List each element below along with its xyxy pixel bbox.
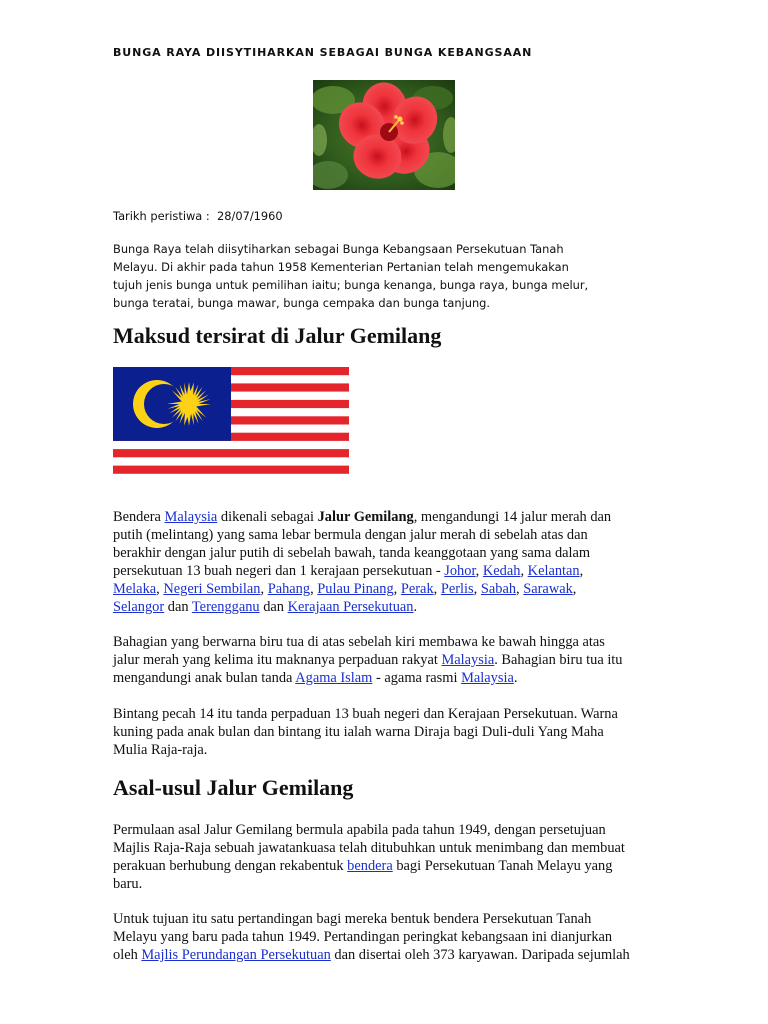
link-melaka[interactable]: Melaka	[113, 581, 157, 597]
hibiscus-photo	[313, 80, 455, 190]
text-run: .	[513, 670, 518, 686]
text-line: Bahagian yang berwarna biru tua di atas sebelah kiri membawa ke bawah hingga atas	[113, 634, 605, 650]
intro-line: bunga teratai, bunga mawar, bunga cempaka dan bunga tanjung.	[113, 296, 491, 310]
text-line: kuning pada anak bulan dan bintang itu ialah warna Diraja bagi Duli-duli Yang Maha	[113, 724, 604, 740]
link-bendera[interactable]: bendera	[347, 858, 393, 874]
intro-line: Melayu. Di akhir pada tahun 1958 Kementerian Pertanian telah mengemukakan	[113, 260, 569, 274]
text-run: dan	[263, 599, 284, 615]
text-run: ,	[156, 581, 160, 597]
text-run: ,	[473, 581, 478, 597]
paragraph-bendera	[113, 508, 611, 616]
intro-line: Bunga Raya telah diisytiharkan sebagai Bunga Kebangsaan Persekutuan Tanah	[113, 242, 564, 256]
text-run: ,	[520, 563, 525, 579]
text-run: ,	[260, 581, 265, 597]
section-heading-maksud: Maksud tersirat di Jalur Gemilang	[113, 323, 442, 348]
text-run: ,	[516, 581, 520, 597]
event-date-value: 28/07/1960	[217, 209, 283, 223]
link-selangor[interactable]: Selangor	[113, 599, 165, 615]
event-date-label: Tarikh peristiwa :	[113, 209, 210, 223]
link-malaysia[interactable]: Malaysia	[441, 652, 495, 668]
link-kelantan[interactable]: Kelantan	[527, 563, 580, 579]
text-run: , mengandungi 14 jalur merah dan	[413, 509, 612, 525]
link-johor[interactable]: Johor	[444, 563, 476, 579]
link-perlis[interactable]: Perlis	[440, 581, 474, 597]
text-run: dikenali sebagai	[217, 509, 318, 525]
text-run: .	[413, 599, 418, 615]
text-run: ,	[572, 581, 577, 597]
text-run: . Bahagian biru tua itu	[494, 652, 623, 668]
event-date-line	[113, 207, 283, 225]
text-line: Mulia Raja-raja.	[113, 742, 208, 758]
text-line: putih (melintang) yang sama lebar bermula dengan jalur merah di sebelah atas dan	[113, 527, 588, 543]
text-run: ,	[310, 581, 314, 597]
link-agama-islam[interactable]: Agama Islam	[295, 670, 373, 686]
paragraph-permulaan	[113, 821, 625, 893]
bold-jalur-gemilang: Jalur Gemilang	[317, 509, 414, 525]
text-line: Bintang pecah 14 itu tanda perpaduan 13 buah negeri dan Kerajaan Persekutuan. Warna	[113, 706, 618, 722]
text-run: persekutuan 13 buah negeri dan 1 kerajaan persekutuan -	[113, 563, 445, 579]
text-run: dan	[167, 599, 189, 615]
text-run: - agama rasmi	[372, 670, 462, 686]
text-line: baru.	[113, 876, 143, 892]
link-kedah[interactable]: Kedah	[482, 563, 521, 579]
link-sabah[interactable]: Sabah	[480, 581, 517, 597]
text-run: ,	[433, 581, 438, 597]
link-negeri-sembilan[interactable]: Negeri Sembilan	[163, 581, 261, 597]
link-sarawak[interactable]: Sarawak	[523, 581, 573, 597]
text-run: dan disertai oleh 373 karyawan. Daripada sejumlah	[330, 947, 630, 963]
malaysia-flag-image	[113, 367, 349, 482]
text-line: Majlis Raja-Raja sebuah jawatankuasa telah ditubuhkan untuk menimbang dan membuat	[113, 840, 625, 856]
link-pahang[interactable]: Pahang	[267, 581, 311, 597]
text-run: jalur merah yang kelima itu maknanya perpaduan rakyat	[113, 652, 442, 668]
link-malaysia[interactable]: Malaysia	[164, 509, 218, 525]
paragraph-biru-tua	[113, 633, 623, 687]
link-kerajaan-persekutuan[interactable]: Kerajaan Persekutuan	[287, 599, 414, 615]
link-pulau-pinang[interactable]: Pulau Pinang	[317, 581, 394, 597]
link-perak[interactable]: Perak	[400, 581, 434, 597]
link-majlis-perundangan[interactable]: Majlis Perundangan Persekutuan	[141, 947, 331, 963]
text-run: perakuan berhubung dengan rekabentuk	[113, 858, 348, 874]
text-line: berakhir dengan jalur putih di sebelah bawah, tanda keanggotaan yang sama dalam	[113, 545, 591, 561]
intro-paragraph	[113, 240, 588, 312]
intro-line: tujuh jenis bunga untuk pemilihan iaitu; bunga kenanga, bunga raya, bunga melur,	[113, 278, 589, 292]
text-run: ,	[475, 563, 480, 579]
text-run: Bendera	[113, 509, 165, 525]
text-line: Permulaan asal Jalur Gemilang bermula apabila pada tahun 1949, dengan persetujuan	[113, 822, 606, 838]
text-run: ,	[579, 563, 584, 579]
text-line: Untuk tujuan itu satu pertandingan bagi mereka bentuk bendera Persekutuan Tanah	[113, 911, 592, 927]
link-terengganu[interactable]: Terengganu	[191, 599, 260, 615]
text-run: bagi Persekutuan Tanah Melayu yang	[392, 858, 613, 874]
page-title: BUNGA RAYA DIISYTIHARKAN SEBAGAI BUNGA KEBANGSAAN	[113, 46, 533, 59]
paragraph-pertandingan	[113, 910, 630, 964]
link-malaysia[interactable]: Malaysia	[461, 670, 514, 686]
paragraph-bintang	[113, 705, 618, 759]
text-run: ,	[393, 581, 398, 597]
section-heading-asal-usul: Asal-usul Jalur Gemilang	[113, 775, 354, 800]
text-line: Melayu yang baru pada tahun 1949. Pertandingan peringkat kebangsaan ini dianjurkan	[113, 929, 613, 945]
text-run: oleh	[113, 947, 142, 963]
text-run: mengandungi anak bulan tanda	[113, 670, 296, 686]
